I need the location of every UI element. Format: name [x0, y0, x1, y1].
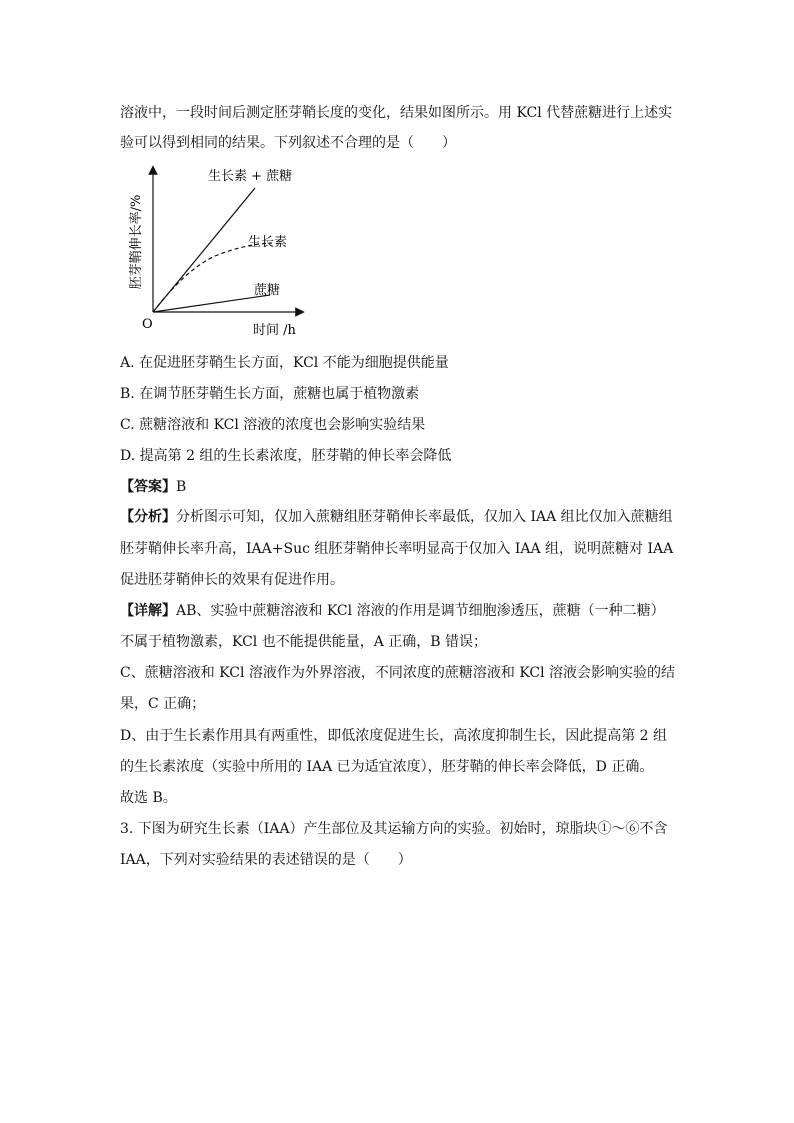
answer-line: [120, 478, 186, 496]
option-b: B. 在调节胚芽鞘生长方面，蔗糖也属于植物激素: [120, 386, 420, 402]
detail-line-7: 故选 B。: [120, 790, 177, 806]
analysis-line-1: [120, 508, 673, 526]
question-3-line-2: IAA，下列对实验结果的表述错误的是（ ）: [120, 852, 412, 868]
iaa-curve: [153, 243, 272, 312]
analysis-text-1: 分析图示可知，仅加入蔗糖组胚芽鞘伸长率最低，仅加入 IAA 组比仅加入蔗糖组: [176, 509, 673, 525]
analysis-line-3: 促进胚芽鞘伸长的效果有促进作用。: [120, 572, 344, 588]
suc-curve: [153, 295, 270, 312]
question-3-line-1: 3. 下图为研究生长素（IAA）产生部位及其运输方向的实验。初始时，琼脂块①～⑥不含: [120, 821, 668, 837]
elongation-chart: [120, 160, 320, 342]
detail-line-4: 果，C 正确；: [120, 696, 206, 712]
origin-label: O: [142, 317, 153, 332]
iaa-suc-curve-label: 生长素 + 蔗糖: [208, 169, 293, 184]
intro-line-1: 溶液中，一段时间后测定胚芽鞘长度的变化，结果如图所示。用 KCl 代替蔗糖进行上述实: [120, 105, 673, 121]
detail-line-3: C、蔗糖溶液和 KCl 溶液作为外界溶液，不同浓度的蔗糖溶液和 KCl 溶液会影响实验的结: [120, 665, 676, 681]
detail-line-1: [120, 602, 665, 620]
detail-line-5: D、由于生长素作用具有两重性，即低浓度促进生长，高浓度抑制生长，因此提高第 2 组: [120, 728, 668, 744]
x-axis-label: 时间 /h: [253, 323, 296, 338]
answer-value: B: [176, 479, 187, 495]
answer-tag: 【答案】: [120, 479, 176, 495]
y-axis-label: 胚芽鞘伸长率/%: [129, 194, 144, 290]
option-c: C. 蔗糖溶液和 KCl 溶液的浓度也会影响实验结果: [120, 417, 426, 433]
option-a: A. 在促进胚芽鞘生长方面，KCl 不能为细胞提供能量: [120, 355, 449, 371]
detail-line-2: 不属于植物激素，KCl 也不能提供能量，A 正确，B 错误；: [120, 634, 488, 650]
suc-curve-label: 蔗糖: [254, 283, 281, 298]
detail-line-6: 的生长素浓度（实验中所用的 IAA 已为适宜浓度），胚芽鞘的伸长率会降低，D 正确。: [120, 759, 654, 775]
analysis-line-2: 胚芽鞘伸长率升高，IAA+Suc 组胚芽鞘伸长率明显高于仅加入 IAA 组，说明蔗糖对 IAA: [120, 541, 674, 557]
intro-line-2: 验可以得到相同的结果。下列叙述不合理的是（ ）: [120, 135, 456, 151]
detail-tag: 【详解】: [120, 603, 176, 619]
detail-text-1: AB、实验中蔗糖溶液和 KCl 溶液的作用是调节细胞渗透压，蔗糖（一种二糖）: [176, 603, 665, 619]
analysis-tag: 【分析】: [120, 509, 176, 525]
option-d: D. 提高第 2 组的生长素浓度，胚芽鞘的伸长率会降低: [120, 448, 452, 464]
iaa-curve-label: 生长素: [248, 235, 288, 250]
